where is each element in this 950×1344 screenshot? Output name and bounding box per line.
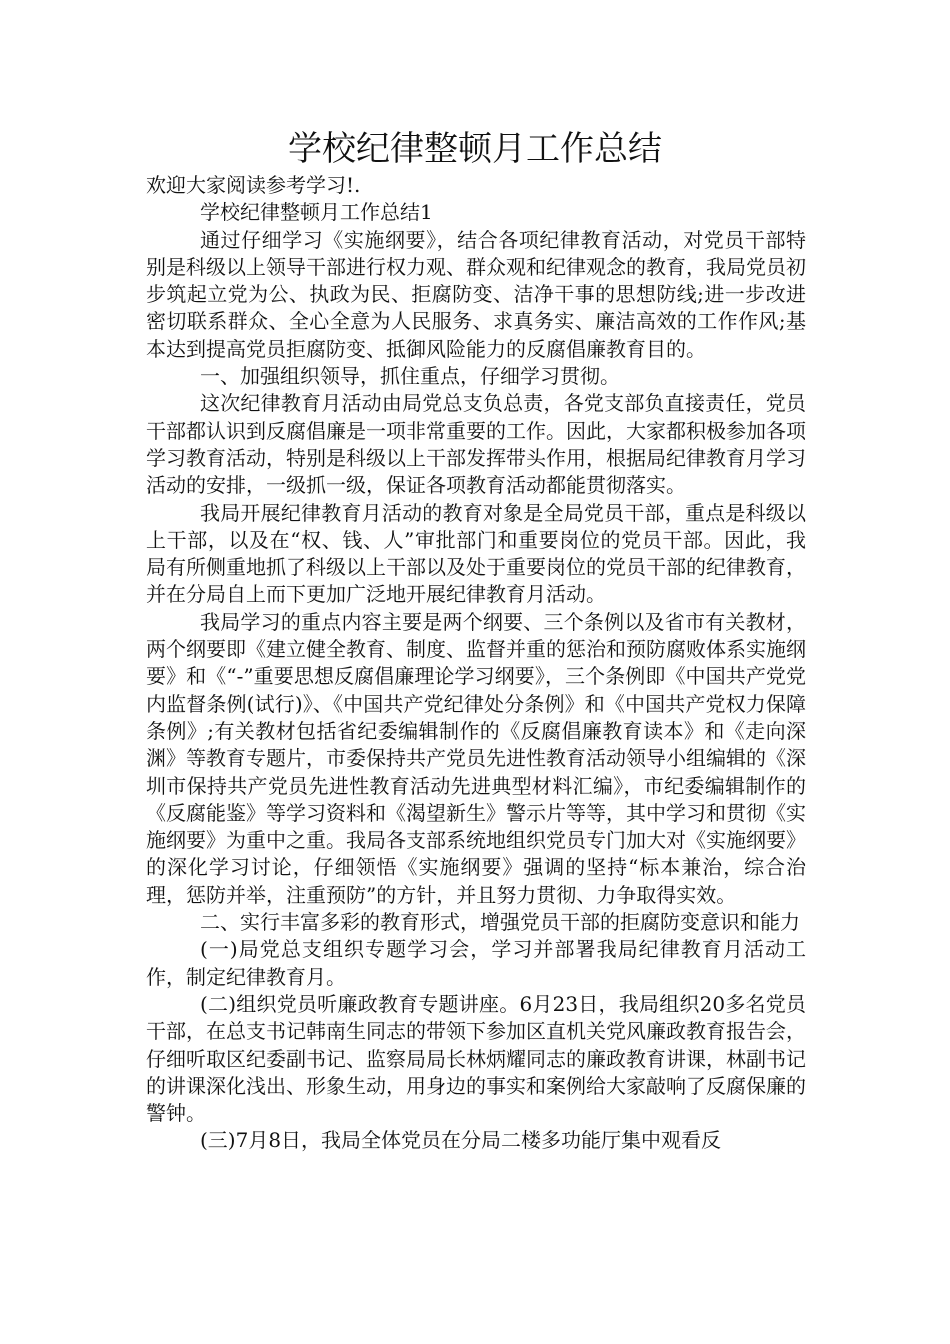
section-heading: 学校纪律整顿月工作总结1: [200, 200, 433, 225]
paragraph: 通过仔细学习《实施纲要》，结合各项纪律教育活动，对党员干部特别是科级以上领导干部进行权力观、群众观和纪律观念的教育，我局党员初步筑起立党为公、执政为民、拒腐防变、洁净干事的思想防线;进一步改进密切联系群众、全心全意为人民服务、求真务实、廉洁高效的工作作风;基本达到提高党员拒腐防变、抵御风险能力的反腐倡廉教育目的。: [146, 227, 806, 361]
paragraph: 我局学习的重点内容主要是两个纲要、三个条例以及省市有关教材，两个纲要即《建立健全教育、制度、监督并重的惩治和预防腐败体系实施纲要》和《“-”重要思想反腐倡廉理论学习纲要》，三个条例即《中国共产党党内监督条例(试行)》、《中国共产党纪律处分条例》和《中国共产党权力保障条例》;有关教材包括省纪委编辑制作的《反腐倡廉教育读本》和《走向深渊》等教育专题片，市委保持共产党员先进性教育活动领导小组编辑的《深圳市保持共产党员先进性教育活动先进典型材料汇编》，市纪委编辑制作的《反腐能鉴》等学习资料和《渴望新生》警示片等等，其中学习和贯彻《实施纲要》为重中之重。我局各支部系统地组织党员专门加大对《实施纲要》的深化学习讨论，仔细领悟《实施纲要》强调的坚持“标本兼治，综合治理，惩防并举，注重预防”的方针，并且努力贯彻、力争取得实效。: [146, 609, 806, 907]
section-heading: 二、实行丰富多彩的教育形式，增强党员干部的拒腐防变意识和能力: [200, 910, 800, 935]
intro-line: 欢迎大家阅读参考学习!.: [146, 173, 361, 197]
document-title: 学校纪律整顿月工作总结: [288, 129, 662, 169]
section-heading: 一、加强组织领导，抓住重点，仔细学习贯彻。: [200, 364, 620, 389]
paragraph: 这次纪律教育月活动由局党总支负总责，各党支部负直接责任，党员干部都认识到反腐倡廉是一项非常重要的工作。因此，大家都积极参加各项学习教育活动，特别是科级以上干部发挥带头作用，根据局纪律教育月学习活动的安排，一级抓一级，保证各项教育活动都能贯彻落实。: [146, 391, 806, 498]
paragraph: 我局开展纪律教育月活动的教育对象是全局党员干部，重点是科级以上干部，以及在“权、钱、人”审批部门和重要岗位的党员干部。因此，我局有所侧重地抓了科级以上干部以及处于重要岗位的党员干部的纪律教育，并在分局自上而下更加广泛地开展纪律教育月活动。: [146, 500, 806, 607]
paragraph: (二)组织党员听廉政教育专题讲座。6月23日，我局组织20多名党员干部，在总支书记韩南生同志的带领下参加区直机关党风廉政教育报告会，仔细听取区纪委副书记、监察局局长林炳耀同志的廉政教育讲课，林副书记的讲课深化浅出、形象生动，用身边的事实和案例给大家敲响了反腐保廉的警钟。: [146, 991, 806, 1126]
paragraph: (一)局党总支组织专题学习会，学习并部署我局纪律教育月活动工作，制定纪律教育月。: [146, 937, 806, 989]
document-body: [146, 172, 806, 1155]
paragraph: (三)7月8日，我局全体党员在分局二楼多功能厅集中观看反: [200, 1128, 722, 1153]
